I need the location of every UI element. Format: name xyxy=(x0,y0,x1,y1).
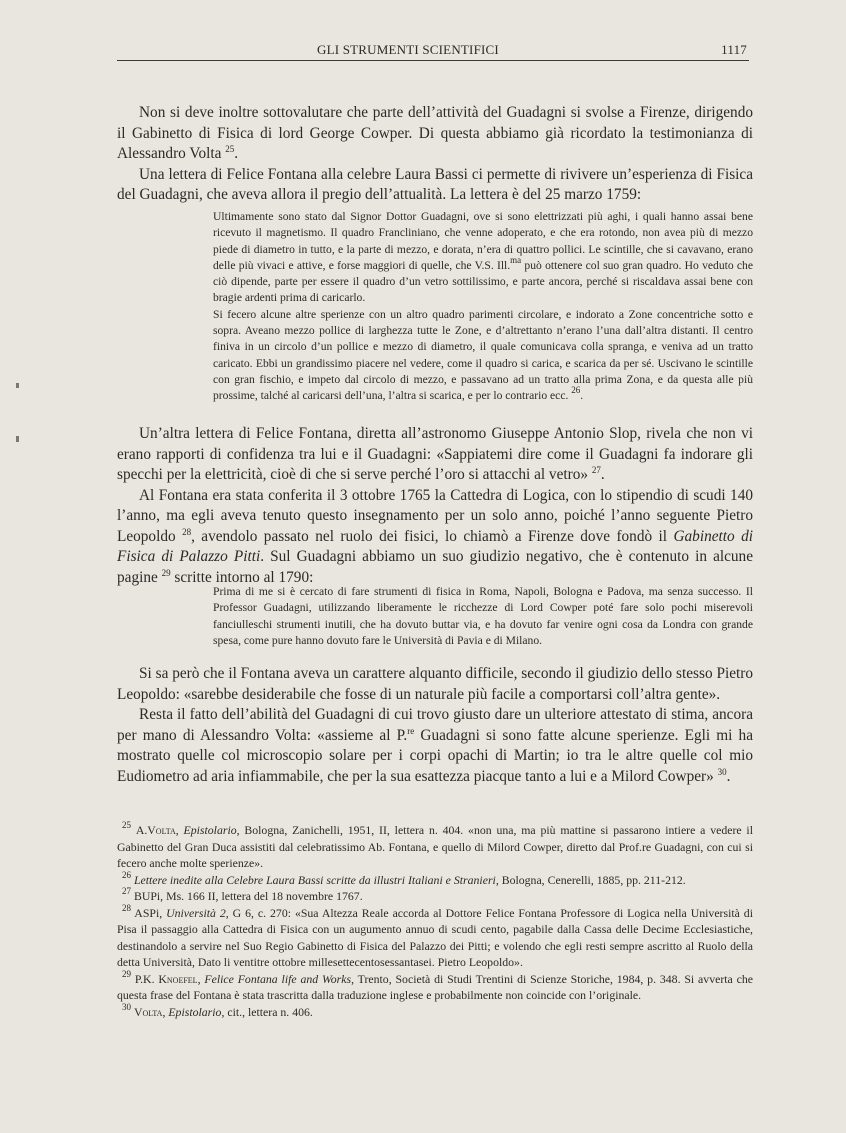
footnote-ref-27[interactable]: 27 xyxy=(591,465,601,475)
footnote-30: $^{30}$ Volta, Epistolario, cit., lettera n. 406. xyxy=(122,1001,313,1019)
closing-paragraphs xyxy=(117,664,753,787)
block-quote-1 xyxy=(213,209,753,405)
gabinetto-title: Gabinetto di Fisica di Palazzo Pitti xyxy=(117,527,753,565)
footnote-27: $^{27}$ BUPi, Ms. 166 II, lettera del 18 novembre 1767. xyxy=(122,886,363,903)
footnote-ref-30[interactable]: 30 xyxy=(717,766,727,777)
paragraph-3: Un’altra lettera di Felice Fontana, diretta all’astronomo Giuseppe Antonio Slop, rivela che non vi erano rapporti di confidenza tra lui e il Guadagni: «Sappiatemi dire come il Guadagni fa indorare gli specchi per la elettricità, cioè di che si serve perché l’oro si attacchi al vetro» $^{27}$. xyxy=(117,425,753,483)
margin-mark xyxy=(16,383,19,388)
footnote-ref-26[interactable]: 26 xyxy=(571,385,581,396)
footnote-ref-29[interactable]: 29 xyxy=(161,567,171,578)
footnote-29: $^{29}$ P.K. Knoefel, Felice Fontana life and Works, Trento, Società di Studi Trentini di Scienze Storiche, 1984, p. 348. Si avverta che questa frase del Fontana è stata trascritta dalla traduzione inglese e probabilmente non coincide con l’originale. xyxy=(117,968,753,1002)
footnote-ref-25[interactable]: 25 xyxy=(225,144,235,154)
margin-mark xyxy=(16,436,19,442)
paragraph-1: Non si deve inoltre sottovalutare che parte dell’attività del Guadagni si svolse a Firenze, dirigendo il Gabinetto di Fisica di lord George Cowper. Di questa abbiamo già ricordato la testimonianza di Alessandro Volta $^{25}$. xyxy=(117,104,753,162)
running-header xyxy=(117,38,749,61)
quote-1-part-a: Ultimamente sono stato dal Signor Dottor Guadagni, ove si sono elettrizzati più aghi, i quali hanno assai bene ricevuto il magnetismo. Il quadro Francliniano, che venne adoperato, e che era rotondo, non avea più di mezzo piede di diametro in tutto, e la parte di mezzo, e dorata, n’era di quattro pollici. Le scintille, che si cavavano, erano delle più vivaci e attive, e forse maggiori di quelle, che V.S. Ill.$^{ma}$ può ottenere col suo gran quadro. Ho veduto che ciò dipende, parte per essere il quadro d’un vetro sottilissimo, e parte ancora, perché si riscaldava assai bene con bragie ardenti prima di caricarlo. xyxy=(213,210,753,305)
paragraph-2: Una lettera di Felice Fontana alla celebre Laura Bassi ci permette di rivivere un’esperienza di Fisica del Guadagni, che aveva allora il pregio dell’attualità. La lettera è del 25 marzo 1759: xyxy=(117,165,753,203)
footnote-25: $^{25}$ A.Volta, Epistolario, Bologna, Zanichelli, 1951, II, lettera n. 404. «non una, ma più mattine si passarono intiere a vedere il Gabinetto del Gran Duca assistiti dal celebratissimo Ab. Fontana, e quello di Milord Cowper, diretto dal Prof.re Guadagni, con cui si fecero anche molte sperienze». xyxy=(117,820,753,870)
paragraph-6: Resta il fatto dell’abilità del Guadagni di cui trovo giusto dare un ulteriore attestato di stima, ancora per mano di Alessandro Volta: «assieme al P.$^{re}$ Guadagni si sono fatte alcune sperienze. Egli mi ha mostrato quelle col microscopio solare per i corpi opachi di Martin; io tra le altre quelle col mio Eudiometro ad aria infiammabile, che per la sua esattezza piacque tanto a lui e a Milord Cowper» $^{30}$. xyxy=(117,706,753,785)
paragraph-5: Si sa però che il Fontana aveva un carattere alquanto difficile, secondo il giudizio dello stesso Pietro Leopoldo: «sarebbe desiderabile che fosse di un naturale più facile a comportarsi coll’altra gente». xyxy=(117,665,753,703)
footnotes xyxy=(117,822,753,1020)
page-number: 1117 xyxy=(721,42,747,57)
intro-paragraphs xyxy=(117,103,753,206)
footnote-26: $^{26}$ Lettere inedite alla Celebre Laura Bassi scritte da illustri Italiani e Stranieri, Bologna, Cenerelli, 1885, pp. 211-212. xyxy=(122,869,686,887)
block-quote-2: Prima di me si è cercato di fare strumenti di fisica in Roma, Napoli, Bologna e Padova, ma senza successo. Il Professor Guadagni, utilizzando liberamente le ricchezze di Lord Cowper poté fare solo pochi miserevoli fanciulleschi strumenti inutili, che ha dovuto buttar via, e ha dovuto far venire ogni cosa da Londra con grande spesa, come pure hanno dovuto fare le Università di Pavia e di Milano. xyxy=(213,585,753,647)
footnote-ref-28[interactable]: 28 xyxy=(182,526,192,537)
quote-1-part-b: Si fecero alcune altre sperienze con un altro quadro parimenti circolare, e indorato a Zone concentriche sotto e sopra. Aveano mezzo pollice di larghezza tutte le Zone, e d’altrettanto n’erano l’una dall’altra distanti. Il centro finiva in un circolo d’un pollice e mezzo di diametro, il quale comunicava colla spranga, e veniva ad un tratto caricato. Ebbi un grandissimo piacere nel vedere, come il quadro si carica, e scarica da per sé. Uscivano le scintille con gran fischio, e impeto dal circolo di mezzo, e passavano ad un tratto alla prima Zona, e da questa alle più prossime, talché al caricarsi dell’una, l’altra si scarica, e per lo contrario ecc. $^{26}$. xyxy=(213,307,753,403)
middle-paragraphs xyxy=(117,424,753,588)
running-title: GLI STRUMENTI SCIENTIFICI xyxy=(317,42,499,57)
paragraph-4: Al Fontana era stata conferita il 3 ottobre 1765 la Cattedra di Logica, con lo stipendio di scudi 140 l’anno, ma egli aveva tenuto questo insegnamento per un solo anno, poiché l’anno seguente Pietro Leopoldo $^{28}$, avendolo passato nel ruolo dei fisici, lo chiamò a Firenze dove fondò il Gabinetto di Fisica di Palazzo Pitti. Sul Guadagni abbiamo un suo giudizio negativo, che è contenuto in alcune pagine $^{29}$ scritte intorno al 1790: xyxy=(117,486,753,586)
footnote-28: $^{28}$ ASPi, Università 2, G 6, c. 270: «Sua Altezza Reale accorda al Dottore Felice Fontana Professore di Logica nella Università di Pisa il passaggio alla Cattedra di Fisica con un augumento annuo di scudi cento, pagabile dalla Cassa delle Decime Ecclesiastiche, destinandolo a servire nel Suo Regio Gabinetto di Fisica del Palazzo dei Pitti; e volendo che egli resti sempre ascritto al Ruolo della detta Università, Dato li ventitre ottobre millesettecentosessantasei. Pietro Leopoldo». xyxy=(117,902,753,969)
